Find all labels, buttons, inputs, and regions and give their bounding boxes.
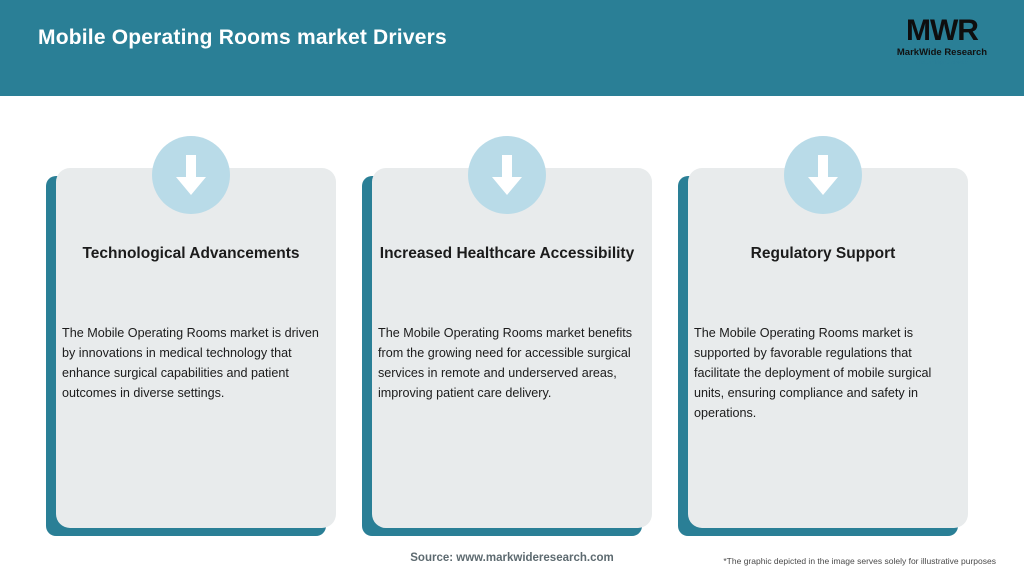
down-arrow-icon [468,136,546,214]
logo-mark-icon: MWR [906,13,978,47]
down-arrow-icon [784,136,862,214]
card-title: Increased Healthcare Accessibility [379,245,635,262]
drivers-card-group [0,96,1024,536]
logo-company-name: MarkWide Research [896,46,988,58]
down-arrow-icon [152,136,230,214]
logo-tagline: Inspiring Growth [916,59,968,67]
card-title: Technological Advancements [82,245,300,262]
disclaimer-label: *The graphic depicted in the image serves solely for illustrative purposes [723,556,996,566]
card-description: The Mobile Operating Rooms market is driven by innovations in medical technology that enhance surgical capabilities and patient outcomes in diverse settings. [62,326,319,400]
footer-divider [38,540,986,542]
card-title: Regulatory Support [750,245,896,262]
company-logo [882,10,1002,72]
card-description: The Mobile Operating Rooms market benefits from the growing need for accessible surgical services in remote and underserved areas, improving patient care delivery. [378,326,633,400]
source-label: Source: www.markwideresearch.com [410,552,614,564]
card-description: The Mobile Operating Rooms market is supported by favorable regulations that facilitate the deployment of mobile surgical units, ensuring compliance and safety in operations. [694,326,932,420]
header-banner [0,0,1024,96]
page-title: Mobile Operating Rooms market Drivers [38,26,447,49]
